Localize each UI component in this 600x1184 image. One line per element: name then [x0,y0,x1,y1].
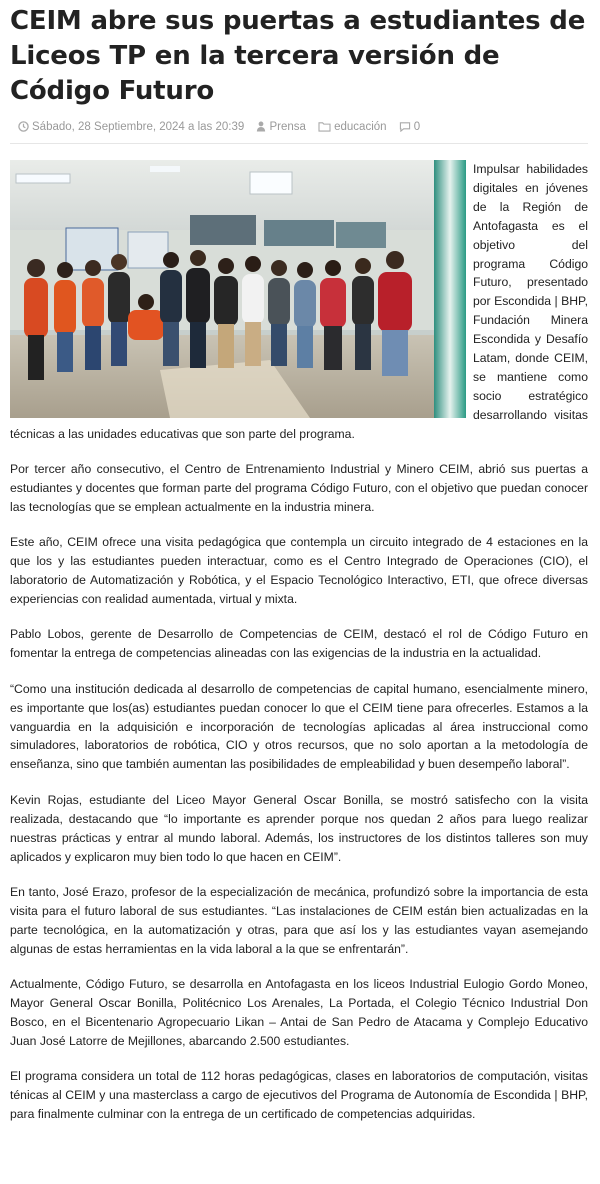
folder-icon [318,121,331,132]
paragraph-3: Este año, CEIM ofrece una visita pedagógica que contempla un circuito integrado de 4 estaciones en la que los y las estudiantes pueden interactuar, como es el Centro Integrado de Operaciones (CIO), el laboratorio de Automatización y Robótica, y el Espacio Tecnológico Interactivo, ETI, que ofrece diversas experiencias con realidad aumentada, virtual y mixta. [10,535,588,607]
meta-comments[interactable] [399,121,420,133]
paragraph-2: Por tercer año consecutivo, el Centro de Entrenamiento Industrial y Minero CEIM, abrió sus puertas a estudiantes y docentes que forman parte del programa Código Futuro, con el objetivo que puedan conocer las tecnologías que se emplean actualmente en la industria minera. [10,462,588,514]
meta-category-text: educación [334,121,387,133]
meta-date-text: Sábado, 28 Septiembre, 2024 a las 20:39 [32,121,245,133]
divider [10,143,588,144]
group-photo [10,160,466,418]
paragraph-6: Kevin Rojas, estudiante del Liceo Mayor General Oscar Bonilla, se mostró satisfecho con la visita realizada, destacando que “lo importante es aprender porque nos quedan 2 años para luego realizar nuestras prácticas y entrar al mundo laboral. Además, los instructores de los distintos talleres son muy aplicados y explicaron muy bien todo lo que hacen en CEIM”. [10,792,588,864]
paragraph-4: Pablo Lobos, gerente de Desarrollo de Competencias de CEIM, destacó el rol de Código Futuro en fomentar la entrega de competencias alineadas con las exigencias de la industria en la actualidad. [10,627,588,661]
clock-icon [18,121,29,132]
paragraph-1: Impulsar habilidades digitales en jóvenes de la Región de Antofagasta es el objetivo del programa Código Futuro, presentado por Escondida | BHP, Fundación Minera Escondida y Desafío Latam, donde CEIM, se mantiene como socio estratégico desarrollando visitas técnicas a las unidades educativas que son parte del programa. [10,162,588,441]
paragraph-5: “Como una institución dedicada al desarrollo de competencias de capital humano, esencialmente minero, es importante que los(as) estudiantes puedan conocer lo que el CEIM tiene para ofrecerles. Estamos a la vanguardia en la adquisición e incorporación de tecnologías aplicadas al área instruccional como simuladores, laboratorios de robótica, CIO y otros recursos, que no solo aportan a la metodología de enseñanza, sino que también aumentan las posibilidades de empleabilidad y buen desempeño laboral”. [10,681,588,772]
meta-comments-count: 0 [413,121,421,133]
paragraph-7: En tanto, José Erazo, profesor de la especialización de mecánica, profundizó sobre la importancia de esta visita para el futuro laboral de sus estudiantes. “Las instalaciones de CEIM están bien actualizadas en la parte tecnológica, en la automatización y otras, para que así los y las estudiantes vayan asemejando algunas de estas herramientas en la vida laboral a la que se enfrentarán”. [10,884,588,956]
paragraph-8: Actualmente, Código Futuro, se desarrolla en Antofagasta en los liceos Industrial Eulogio Gordo Moneo, Mayor General Oscar Bonilla, Politécnico Los Arenales, La Portada, el Colegio Técnico Industrial Don Bosco, en el Bicentenario Agropecuario Likan – Antai de San Pedro de Atacama y Complejo Educativo Juan José Latorre de Mejillones, abarcando 2.500 estudiantes. [10,977,588,1048]
meta-author[interactable] [256,121,309,133]
article-body [10,160,588,1140]
user-icon [256,121,266,132]
article-title: CEIM abre sus puertas a estudiantes de Liceos TP en la tercera versión de Código Futuro [10,6,586,106]
comment-icon [399,121,411,132]
meta-date [18,121,247,133]
paragraph-9: El programa considera un total de 112 horas pedagógicas, clases en laboratorios de computación, visitas ténicas al CEIM y una masterclass a cargo de ejecutivos del Programa de Autonomía de Escondida | BHP, para finalmente culminar con la entrega de un certificado de competencias adquiridas. [10,1069,588,1121]
article-meta [18,121,429,133]
meta-author-text: Prensa [269,121,306,133]
meta-category[interactable] [318,121,390,133]
